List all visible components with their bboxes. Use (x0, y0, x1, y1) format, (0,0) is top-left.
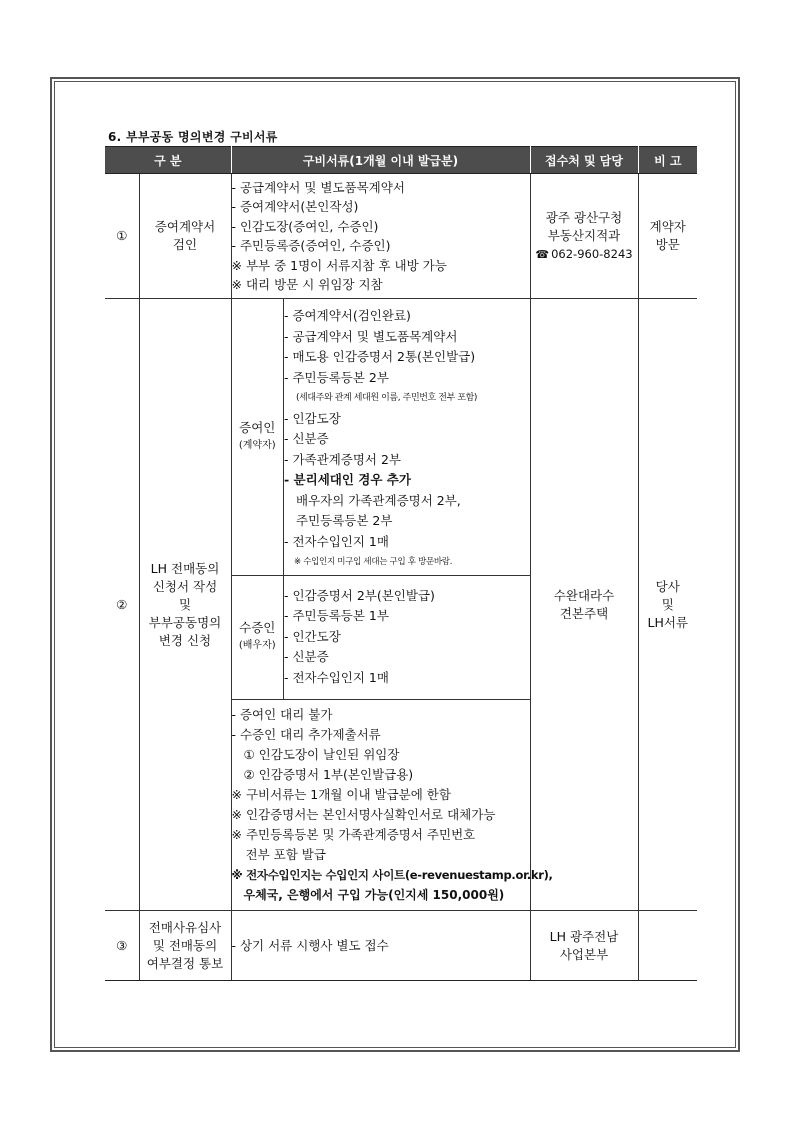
header-remarks: 비 고 (638, 147, 697, 174)
header-documents: 구비서류(1개월 이내 발급분) (231, 147, 530, 174)
row-remarks: 계약자 방문 (638, 174, 697, 299)
applicant-subtable (231, 299, 553, 910)
row-number: ① (105, 174, 139, 299)
row-remarks: 당사 및 LH서류 (638, 299, 697, 911)
row-office: 수완대라수 견본주택 (530, 299, 638, 911)
row-category: LH 전매동의 신청서 작성 및 부부공동명의 변경 신청 (139, 299, 231, 911)
giver-documents: - 증여계약서(검인완료) - 공급계약서 및 별도품목계약서 - 매도용 인감증명서 2통(본인발급) - 주민등록등본 2부 (세대주와 관계 세대원 이름, 주민번호 전부 포함) - 인감도장 - 신분증 - 가족관계증명서 2부 - 분리세대인 경우 추가 배우자의 가족관계증명서 2부, 주민등록등본 2부 - 전자수입인지 1매 ※ 수입인지 미구입 세대는 구입 후 방문바람. (284, 299, 530, 575)
table-header-row (105, 147, 697, 174)
row-documents (231, 299, 553, 911)
giver-row (232, 299, 530, 575)
phone-icon: ☎ (535, 247, 550, 261)
receiver-documents: - 인감증명서 2부(본인발급) - 주민등록등본 1부 - 인간도장 - 신분증 - 전자수입인지 1매 (284, 575, 530, 699)
row-office: 광주 광산구청 부동산지적과 ☎ 062-960-8243 (530, 174, 638, 299)
receiver-role: 수증인 (배우자) (232, 575, 284, 699)
row-category: 전매사유심사 및 전매동의 여부결정 통보 (139, 911, 231, 981)
section-title: 6. 부부공동 명의변경 구비서류 (108, 130, 278, 144)
row-remarks (638, 911, 697, 981)
row-number: ② (105, 299, 139, 911)
table-row (105, 911, 697, 981)
row-documents: - 공급계약서 및 별도품목계약서 - 증여계약서(본인작성) - 인감도장(증여인, 수증인) - 주민등록증(증여인, 수증인) ※ 부부 중 1명이 서류지참 후 내방 가능 ※ 대리 방문 시 위임장 지참 (231, 174, 530, 299)
office-phone: 062-960-8243 (551, 246, 633, 261)
row-documents: - 상기 서류 시행사 별도 접수 (231, 911, 530, 981)
row-category: 증여계약서 검인 (139, 174, 231, 299)
receiver-row (232, 575, 530, 699)
notes-row (232, 699, 530, 910)
header-office: 접수처 및 담당 (530, 147, 638, 174)
row-number: ③ (105, 911, 139, 981)
notes-cell: - 증여인 대리 불가 - 수증인 대리 추가제출서류 ① 인감도장이 날인된 위임장 ② 인감증명서 1부(본인발급용) ※ 구비서류는 1개월 이내 발급분에 한함 ※ 인감증명서는 본인서명사실확인서로 대체가능 ※ 주민등록등본 및 가족관계증명서 주민번호 전부 포함 발급 ※ 전자수입인지는 수입인지 사이트(e-revenuestamp.or.kr), 우체국, 은행에서 구입 가능(인지세 150,000원) (232, 699, 530, 910)
table-row (105, 299, 697, 911)
table-row (105, 174, 697, 299)
required-documents-table (105, 146, 697, 981)
header-category: 구 분 (105, 147, 231, 174)
row-office: LH 광주전남 사업본부 (530, 911, 638, 981)
giver-role: 증여인 (계약자) (232, 299, 284, 575)
